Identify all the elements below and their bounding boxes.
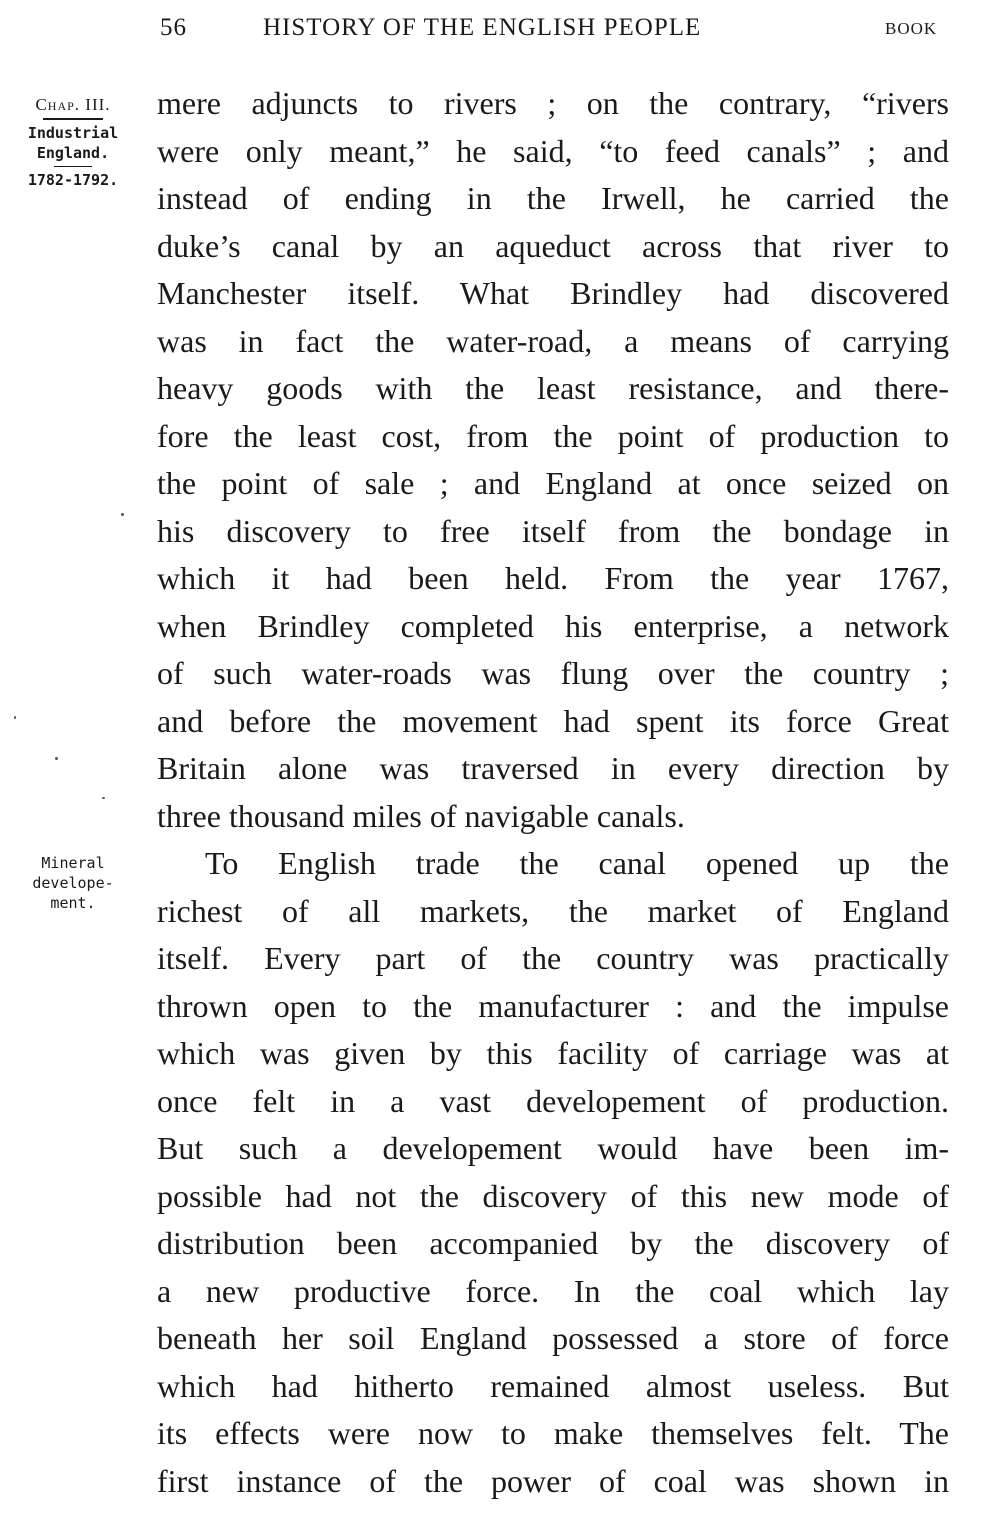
page-number: 56 xyxy=(160,14,187,41)
text-line: Manchester itself. What Brindley had discovered xyxy=(157,275,949,311)
text-line: thrown open to the manufacturer : and the impulse xyxy=(157,987,949,1024)
text-line: when Brindley completed his enterprise, a network xyxy=(157,607,949,644)
margin-rule xyxy=(54,166,92,167)
text-line: mere adjuncts to rivers ; on the contrary, “rivers xyxy=(157,85,949,121)
text-line: To English trade the canal opened up the xyxy=(205,845,949,881)
text-line: which was given by this facility of carriage was at xyxy=(157,1035,949,1071)
text-line: were only meant,” he said, “to feed canals” ; and xyxy=(157,132,949,169)
text-line: instead of ending in the Irwell, he carried the xyxy=(157,180,949,216)
text-line: and before the movement had spent its force Great xyxy=(157,702,949,739)
margin-note-chapter: Chap. III. xyxy=(35,95,111,114)
text-line: fore the least cost, from the point of production to xyxy=(157,417,949,454)
print-speck xyxy=(14,716,16,719)
book-label: BOOK xyxy=(885,19,938,38)
margin-note-chapter-group xyxy=(6,95,140,190)
margin-note-mineral-group xyxy=(6,853,140,913)
paragraph xyxy=(157,840,949,1505)
text-line: the point of sale ; and England at once seized on xyxy=(157,465,949,501)
text-line: first instance of the power of coal was shown in xyxy=(157,1462,949,1499)
text-line: possible had not the discovery of this new mode of xyxy=(157,1177,949,1214)
text-line: was in fact the water-road, a means of carrying xyxy=(157,322,949,359)
margin-note-topic-line: England. xyxy=(36,144,110,162)
text-line: its effects were now to make themselves felt. The xyxy=(157,1415,949,1451)
paragraph xyxy=(157,80,949,840)
text-line: a new productive force. In the coal which lay xyxy=(157,1272,949,1309)
text-line: which it had been held. From the year 1767, xyxy=(157,560,949,596)
text-line: distribution been accompanied by the discovery of xyxy=(157,1225,949,1261)
margin-note-topic-line: Industrial xyxy=(27,124,119,142)
margin-note-dates: 1782-1792. xyxy=(27,171,119,189)
margin-note-topic-line: ment. xyxy=(50,894,96,912)
text-line: once felt in a vast developement of production. xyxy=(157,1082,949,1119)
text-line: But such a developement would have been im- xyxy=(157,1130,949,1166)
text-line: three thousand miles of navigable canals. xyxy=(157,797,685,834)
margin-rule xyxy=(43,118,103,120)
running-title: HISTORY OF THE ENGLISH PEOPLE xyxy=(263,14,702,41)
margin-note-topic-line: develope- xyxy=(32,874,114,892)
print-speck xyxy=(121,513,124,516)
text-line: beneath her soil England possessed a store of force xyxy=(157,1320,949,1356)
text-line: of such water-roads was flung over the country ; xyxy=(157,655,949,691)
text-line: duke’s canal by an aqueduct across that river to xyxy=(157,227,949,264)
text-line: Britain alone was traversed in every direction by xyxy=(157,750,949,786)
margin-note-topic-line: Mineral xyxy=(41,854,105,872)
text-line: which had hitherto remained almost useless. But xyxy=(157,1367,949,1404)
text-line: itself. Every part of the country was practically xyxy=(157,940,949,976)
text-line: heavy goods with the least resistance, and there- xyxy=(157,370,949,406)
text-line: richest of all markets, the market of England xyxy=(157,892,949,929)
print-speck xyxy=(102,797,105,799)
running-head xyxy=(0,14,1000,48)
print-speck xyxy=(55,757,58,760)
text-line: his discovery to free itself from the bondage in xyxy=(157,512,949,549)
